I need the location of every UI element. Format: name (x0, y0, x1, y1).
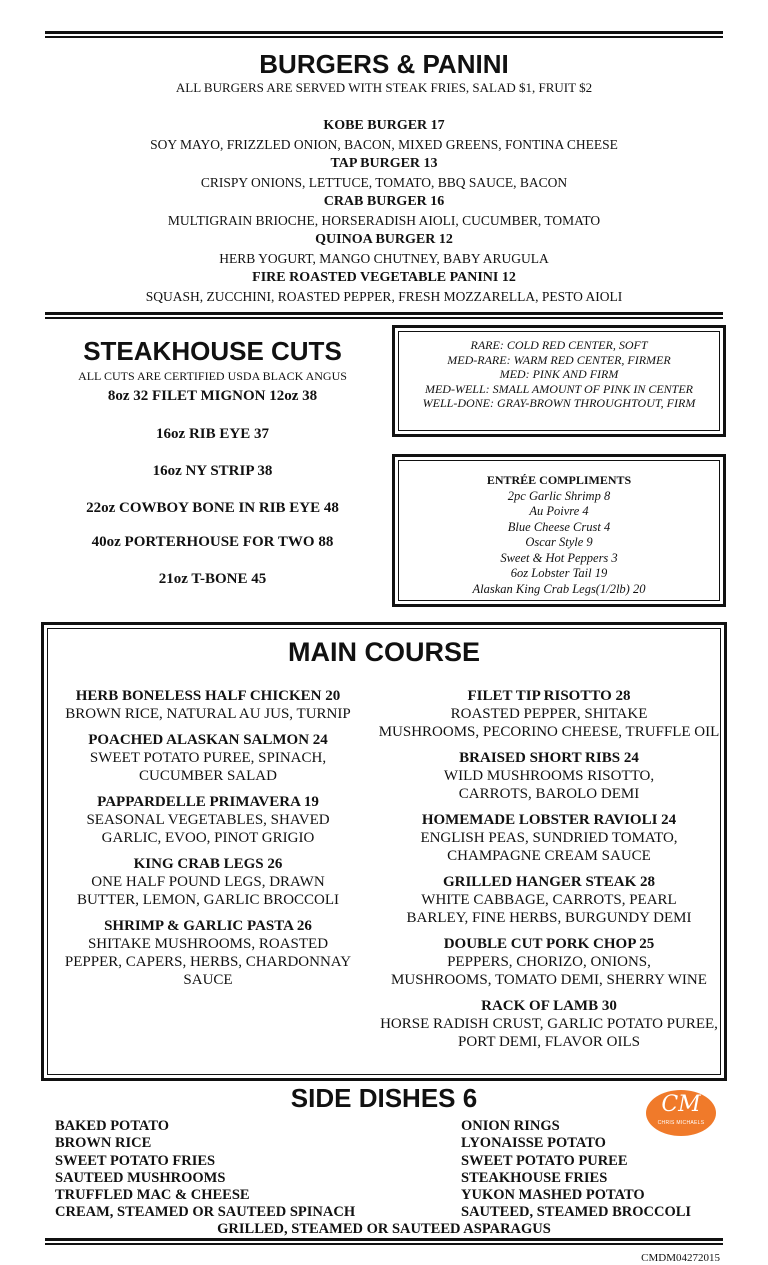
burgers-title: BURGERS & PANINI (259, 49, 509, 79)
item-desc: SOY MAYO, FRIZZLED ONION, BACON, MIXED GREENS, FONTINA CHEESE (150, 137, 618, 152)
entree-item: Alaskan King Crab Legs(1/2lb) 20 (472, 581, 646, 596)
item-name: HERB BONELESS HALF CHICKEN 20 (75, 688, 341, 704)
steakhouse-section (45, 334, 380, 384)
entree-compliments-box (392, 454, 726, 607)
steakhouse-title: STEAKHOUSE CUTS (83, 336, 342, 366)
doneness-line: MED: PINK AND FIRM (499, 367, 619, 382)
item-desc: MUSHROOMS, PECORINO CHEESE, TRUFFLE OIL (378, 724, 720, 740)
entree-item: Au Poivre 4 (529, 504, 589, 518)
item-name: BRAISED SHORT RIBS 24 (459, 750, 639, 766)
main-course-box (41, 622, 727, 1081)
entree-item: Blue Cheese Crust 4 (507, 519, 611, 534)
doneness-box (392, 325, 726, 437)
side-item: STEAKHOUSE FRIES (461, 1169, 608, 1186)
item-name: POACHED ALASKAN SALMON 24 (88, 732, 328, 748)
item-desc: ONE HALF POUND LEGS, DRAWN (91, 874, 325, 890)
menu-item (45, 230, 723, 268)
item-name: RACK OF LAMB 30 (481, 998, 617, 1014)
item-name: QUINOA BURGER 12 (315, 232, 453, 247)
sides-right-column (461, 1118, 691, 1222)
side-item: TRUFFLED MAC & CHEESE (55, 1187, 250, 1204)
side-dishes-title: SIDE DISHES 6 (290, 1083, 478, 1113)
item-desc: CUCUMBER SALAD (139, 768, 277, 784)
side-item: BROWN RICE (55, 1135, 152, 1152)
item-name: GRILLED HANGER STEAK 28 (442, 874, 656, 890)
item-desc: SWEET POTATO PUREE, SPINACH, (89, 750, 327, 766)
logo-text: CHRIS MICHAELS (657, 1120, 705, 1126)
steak-cut: 22oz COWBOY BONE IN RIB EYE 48 (86, 500, 339, 516)
side-item: BAKED POTATO (55, 1118, 170, 1134)
menu-item (45, 116, 723, 154)
bottom-divider (45, 1238, 723, 1245)
burgers-divider (45, 312, 723, 319)
steak-cut: 21oz T-BONE 45 (158, 571, 267, 587)
item-name: DOUBLE CUT PORK CHOP 25 (443, 936, 655, 952)
item-desc: BARLEY, FINE HERBS, BURGUNDY DEMI (406, 910, 692, 926)
item-desc: BUTTER, LEMON, GARLIC BROCCOLI (76, 892, 340, 908)
item-desc: WILD MUSHROOMS RISOTTO, (443, 768, 655, 784)
menu-item (374, 997, 724, 1051)
item-desc: CHAMPAGNE CREAM SAUCE (447, 848, 651, 864)
menu-item (48, 855, 368, 909)
item-desc: GARLIC, EVOO, PINOT GRIGIO (101, 830, 315, 846)
menu-item (48, 731, 368, 785)
item-name: PAPPARDELLE PRIMAVERA 19 (97, 794, 319, 810)
side-item: SWEET POTATO FRIES (55, 1152, 216, 1169)
item-desc: WHITE CABBAGE, CARROTS, PEARL (421, 892, 677, 908)
menu-item (48, 687, 368, 723)
steak-cut: 40oz PORTERHOUSE FOR TWO 88 (91, 534, 334, 550)
menu-code: CMDM04272015 (641, 1252, 720, 1264)
item-name: FIRE ROASTED VEGETABLE PANINI 12 (252, 270, 516, 285)
item-desc: HORSE RADISH CRUST, GARLIC POTATO PUREE, (380, 1016, 718, 1032)
item-name: CRAB BURGER 16 (323, 194, 445, 209)
item-desc: ROASTED PEPPER, SHITAKE (450, 706, 648, 722)
side-item: SAUTEED, STEAMED BROCCOLI (461, 1204, 692, 1221)
steak-cut: 16oz NY STRIP 38 (152, 463, 273, 479)
steak-cut: 16oz RIB EYE 37 (156, 426, 269, 442)
item-desc: MULTIGRAIN BRIOCHE, HORSERADISH AIOLI, CUCUMBER, TOMATO (167, 213, 601, 228)
menu-item (45, 192, 723, 230)
item-desc: BROWN RICE, NATURAL AU JUS, TURNIP (65, 706, 351, 722)
doneness-line: WELL-DONE: GRAY-BROWN THROUGHTOUT, FIRM (422, 396, 696, 411)
main-right-column (374, 687, 724, 1059)
item-name: KOBE BURGER 17 (323, 118, 445, 133)
steakhouse-subtitle: ALL CUTS ARE CERTIFIED USDA BLACK ANGUS (78, 369, 347, 383)
sides-left-column (55, 1118, 355, 1222)
item-name: SHRIMP & GARLIC PASTA 26 (104, 918, 312, 934)
burgers-section (45, 48, 723, 306)
main-left-column (48, 687, 368, 997)
menu-item (374, 935, 724, 989)
item-desc: SQUASH, ZUCCHINI, ROASTED PEPPER, FRESH MOZZARELLA, PESTO AIOLI (145, 289, 623, 304)
item-name: FILET TIP RISOTTO 28 (467, 688, 631, 704)
side-item: YUKON MASHED POTATO (461, 1187, 645, 1204)
item-desc: PEPPERS, CHORIZO, ONIONS, (447, 954, 651, 970)
item-desc: MUSHROOMS, TOMATO DEMI, SHERRY WINE (391, 972, 707, 988)
menu-item (374, 687, 724, 741)
doneness-line: MED-WELL: SMALL AMOUNT OF PINK IN CENTER (424, 381, 694, 396)
side-item: ONION RINGS (461, 1118, 560, 1134)
menu-item (45, 268, 723, 306)
top-divider (45, 31, 723, 38)
side-item: SWEET POTATO PUREE (461, 1152, 628, 1169)
item-desc: PEPPER, CAPERS, HERBS, CHARDONNAY (64, 954, 352, 970)
item-name: TAP BURGER 13 (330, 156, 438, 171)
side-item: GRILLED, STEAMED OR SAUTEED ASPARAGUS (217, 1221, 551, 1237)
item-desc: SEASONAL VEGETABLES, SHAVED (86, 812, 330, 828)
item-name: HOMEMADE LOBSTER RAVIOLI 24 (421, 812, 677, 828)
item-desc: CARROTS, BAROLO DEMI (458, 786, 640, 802)
menu-item (374, 811, 724, 865)
steak-cut: 8oz 32 FILET MIGNON 12oz 38 (107, 388, 318, 404)
entree-title: ENTRÉE COMPLIMENTS (486, 473, 632, 487)
item-desc: SHITAKE MUSHROOMS, ROASTED (87, 936, 329, 952)
menu-item (48, 793, 368, 847)
side-item: CREAM, STEAMED OR SAUTEED SPINACH (55, 1204, 356, 1221)
side-item: SAUTEED MUSHROOMS (55, 1169, 226, 1186)
item-desc: SAUCE (183, 972, 233, 988)
main-course-title: MAIN COURSE (287, 637, 480, 667)
logo-monogram: CM (661, 1092, 701, 1117)
doneness-line: RARE: COLD RED CENTER, SOFT (470, 338, 648, 352)
entree-item: Oscar Style 9 (525, 535, 593, 549)
item-desc: ENGLISH PEAS, SUNDRIED TOMATO, (420, 830, 678, 846)
item-desc: PORT DEMI, FLAVOR OILS (458, 1034, 640, 1050)
menu-item (374, 873, 724, 927)
menu-item (374, 749, 724, 803)
entree-item: 2pc Garlic Shrimp 8 (507, 488, 611, 503)
entree-item: Sweet & Hot Peppers 3 (500, 550, 618, 565)
menu-item (45, 154, 723, 192)
item-name: KING CRAB LEGS 26 (133, 856, 283, 872)
doneness-line: MED-RARE: WARM RED CENTER, FIRMER (447, 352, 671, 367)
side-item: LYONAISSE POTATO (461, 1135, 606, 1152)
menu-item (48, 917, 368, 989)
entree-item: 6oz Lobster Tail 19 (510, 566, 608, 580)
item-desc: HERB YOGURT, MANGO CHUTNEY, BABY ARUGULA (219, 251, 549, 266)
item-desc: CRISPY ONIONS, LETTUCE, TOMATO, BBQ SAUCE, BACON (200, 175, 568, 190)
burgers-subtitle: ALL BURGERS ARE SERVED WITH STEAK FRIES, SALAD $1, FRUIT $2 (175, 80, 593, 95)
